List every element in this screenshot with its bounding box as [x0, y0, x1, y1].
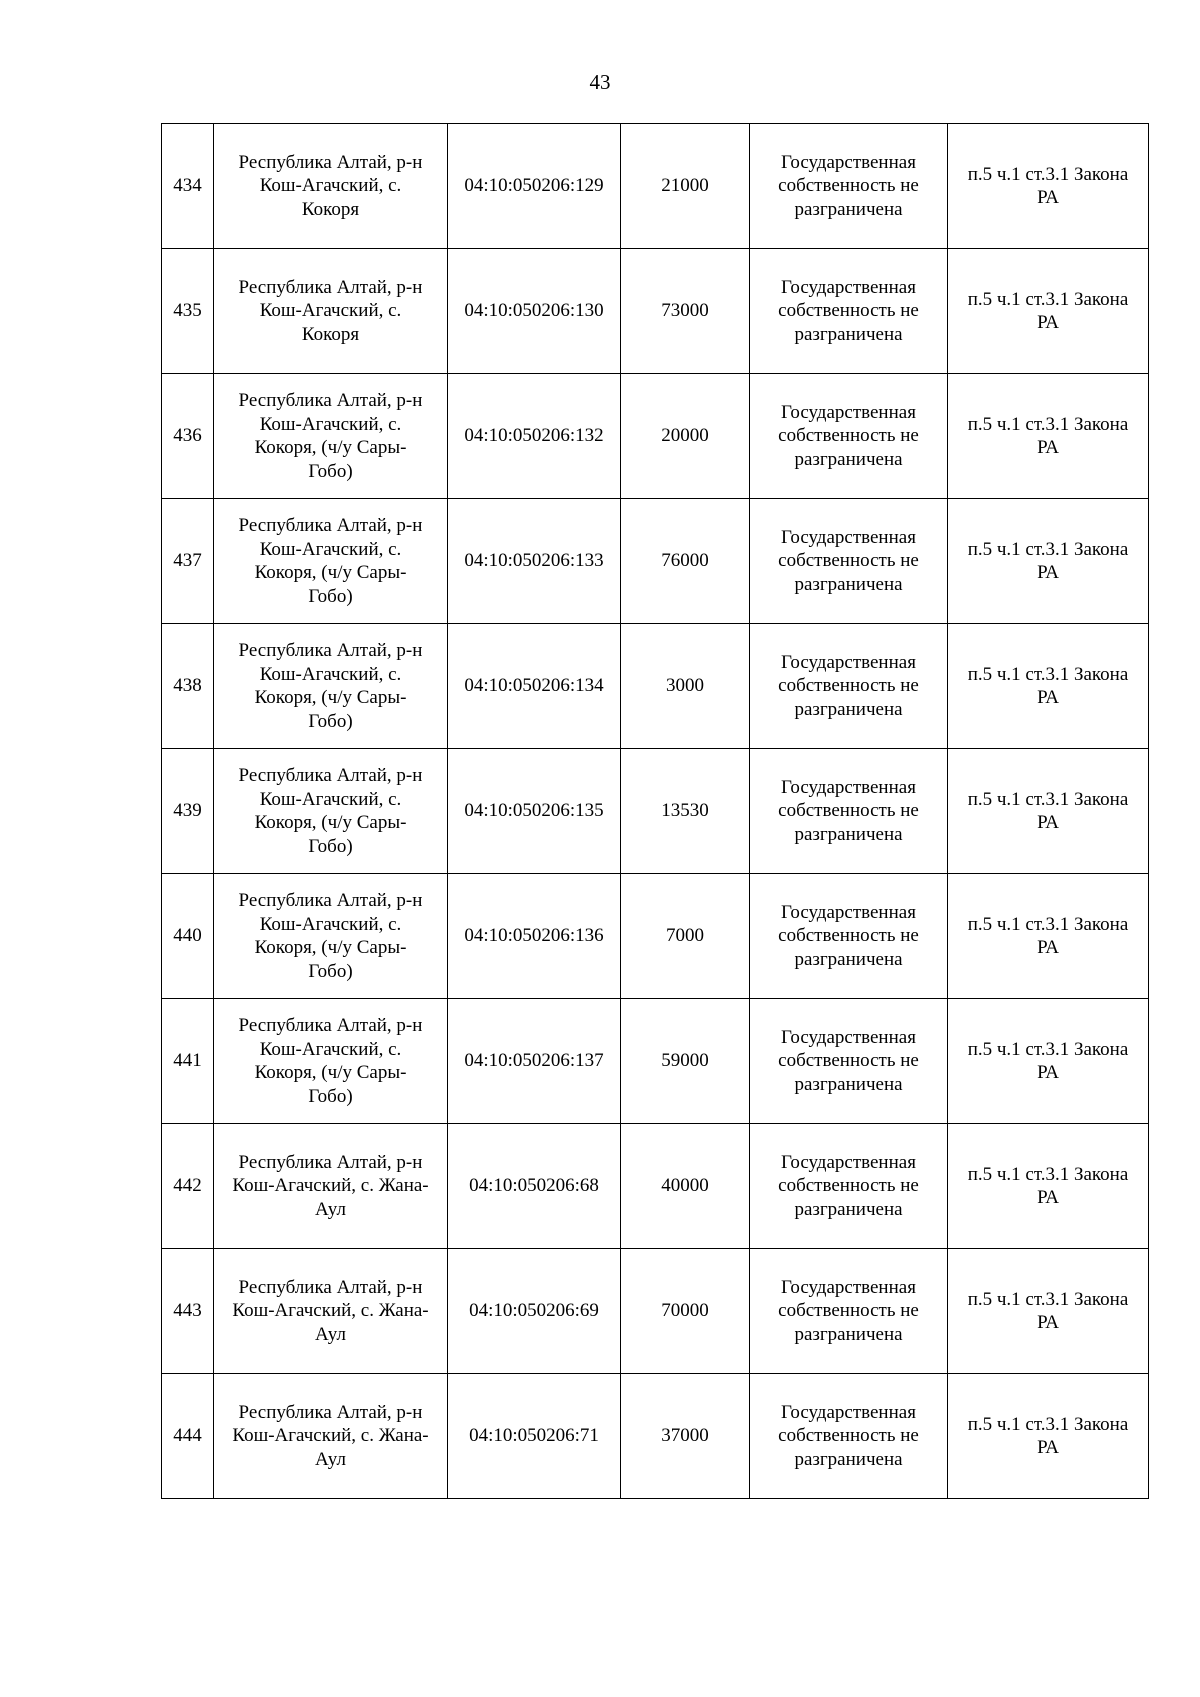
cell-area: 40000 — [621, 1124, 750, 1249]
cell-cadastral-number: 04:10:050206:136 — [448, 874, 621, 999]
cell-row-number: 439 — [162, 749, 214, 874]
cell-legal-basis: п.5 ч.1 ст.3.1 Закона РА — [948, 624, 1149, 749]
cell-cadastral-number: 04:10:050206:133 — [448, 499, 621, 624]
cell-ownership: Государственная собственность не разграничена — [750, 749, 948, 874]
cell-address: Республика Алтай, р-н Кош-Агачский, с. Жана- Аул — [214, 1249, 448, 1374]
cell-address: Республика Алтай, р-н Кош-Агачский, с. Кокоря, (ч/у Сары- Гобо) — [214, 999, 448, 1124]
table-row — [162, 124, 1149, 249]
cell-ownership: Государственная собственность не разграничена — [750, 249, 948, 374]
cell-row-number: 436 — [162, 374, 214, 499]
cell-address: Республика Алтай, р-н Кош-Агачский, с. Кокоря, (ч/у Сары- Гобо) — [214, 624, 448, 749]
cell-address: Республика Алтай, р-н Кош-Агачский, с. Кокоря — [214, 249, 448, 374]
cell-legal-basis: п.5 ч.1 ст.3.1 Закона РА — [948, 1124, 1149, 1249]
cell-legal-basis: п.5 ч.1 ст.3.1 Закона РА — [948, 374, 1149, 499]
cell-area: 3000 — [621, 624, 750, 749]
cell-legal-basis: п.5 ч.1 ст.3.1 Закона РА — [948, 874, 1149, 999]
cell-cadastral-number: 04:10:050206:71 — [448, 1374, 621, 1499]
cell-address: Республика Алтай, р-н Кош-Агачский, с. Кокоря, (ч/у Сары- Гобо) — [214, 374, 448, 499]
cell-ownership: Государственная собственность не разграничена — [750, 624, 948, 749]
cell-address: Республика Алтай, р-н Кош-Агачский, с. Жана- Аул — [214, 1374, 448, 1499]
cell-ownership: Государственная собственность не разграничена — [750, 1249, 948, 1374]
cell-cadastral-number: 04:10:050206:68 — [448, 1124, 621, 1249]
cell-area: 7000 — [621, 874, 750, 999]
cell-area: 20000 — [621, 374, 750, 499]
table-row — [162, 874, 1149, 999]
cell-area: 21000 — [621, 124, 750, 249]
cell-ownership: Государственная собственность не разграничена — [750, 124, 948, 249]
cell-cadastral-number: 04:10:050206:134 — [448, 624, 621, 749]
table-row — [162, 1124, 1149, 1249]
cell-ownership: Государственная собственность не разграничена — [750, 374, 948, 499]
cell-row-number: 442 — [162, 1124, 214, 1249]
cell-legal-basis: п.5 ч.1 ст.3.1 Закона РА — [948, 1249, 1149, 1374]
cell-row-number: 435 — [162, 249, 214, 374]
cell-address: Республика Алтай, р-н Кош-Агачский, с. Кокоря, (ч/у Сары- Гобо) — [214, 749, 448, 874]
cell-cadastral-number: 04:10:050206:130 — [448, 249, 621, 374]
cell-row-number: 437 — [162, 499, 214, 624]
cell-ownership: Государственная собственность не разграничена — [750, 999, 948, 1124]
cell-cadastral-number: 04:10:050206:135 — [448, 749, 621, 874]
cell-area: 76000 — [621, 499, 750, 624]
cell-cadastral-number: 04:10:050206:69 — [448, 1249, 621, 1374]
cell-legal-basis: п.5 ч.1 ст.3.1 Закона РА — [948, 249, 1149, 374]
cell-cadastral-number: 04:10:050206:137 — [448, 999, 621, 1124]
cell-row-number: 434 — [162, 124, 214, 249]
cell-legal-basis: п.5 ч.1 ст.3.1 Закона РА — [948, 124, 1149, 249]
cell-legal-basis: п.5 ч.1 ст.3.1 Закона РА — [948, 1374, 1149, 1499]
cell-area: 13530 — [621, 749, 750, 874]
table-row — [162, 374, 1149, 499]
table-row — [162, 624, 1149, 749]
cell-ownership: Государственная собственность не разграничена — [750, 1374, 948, 1499]
cell-ownership: Государственная собственность не разграничена — [750, 499, 948, 624]
cell-address: Республика Алтай, р-н Кош-Агачский, с. Кокоря — [214, 124, 448, 249]
table-row — [162, 999, 1149, 1124]
cell-area: 59000 — [621, 999, 750, 1124]
cell-address: Республика Алтай, р-н Кош-Агачский, с. Жана- Аул — [214, 1124, 448, 1249]
cell-address: Республика Алтай, р-н Кош-Агачский, с. Кокоря, (ч/у Сары- Гобо) — [214, 499, 448, 624]
cell-row-number: 440 — [162, 874, 214, 999]
table-row — [162, 499, 1149, 624]
cell-area: 37000 — [621, 1374, 750, 1499]
table-row — [162, 1374, 1149, 1499]
cell-row-number: 443 — [162, 1249, 214, 1374]
table-row — [162, 749, 1149, 874]
page-number: 43 — [589, 70, 611, 94]
cell-area: 70000 — [621, 1249, 750, 1374]
cell-ownership: Государственная собственность не разграничена — [750, 1124, 948, 1249]
table-row — [162, 1249, 1149, 1374]
cell-cadastral-number: 04:10:050206:132 — [448, 374, 621, 499]
cell-legal-basis: п.5 ч.1 ст.3.1 Закона РА — [948, 999, 1149, 1124]
table-row — [162, 249, 1149, 374]
cell-cadastral-number: 04:10:050206:129 — [448, 124, 621, 249]
cell-ownership: Государственная собственность не разграничена — [750, 874, 948, 999]
cell-legal-basis: п.5 ч.1 ст.3.1 Закона РА — [948, 499, 1149, 624]
cell-legal-basis: п.5 ч.1 ст.3.1 Закона РА — [948, 749, 1149, 874]
cell-row-number: 438 — [162, 624, 214, 749]
land-plots-table — [161, 123, 1149, 1499]
cell-row-number: 444 — [162, 1374, 214, 1499]
cell-area: 73000 — [621, 249, 750, 374]
cell-address: Республика Алтай, р-н Кош-Агачский, с. Кокоря, (ч/у Сары- Гобо) — [214, 874, 448, 999]
cell-row-number: 441 — [162, 999, 214, 1124]
table-body — [162, 124, 1149, 1499]
